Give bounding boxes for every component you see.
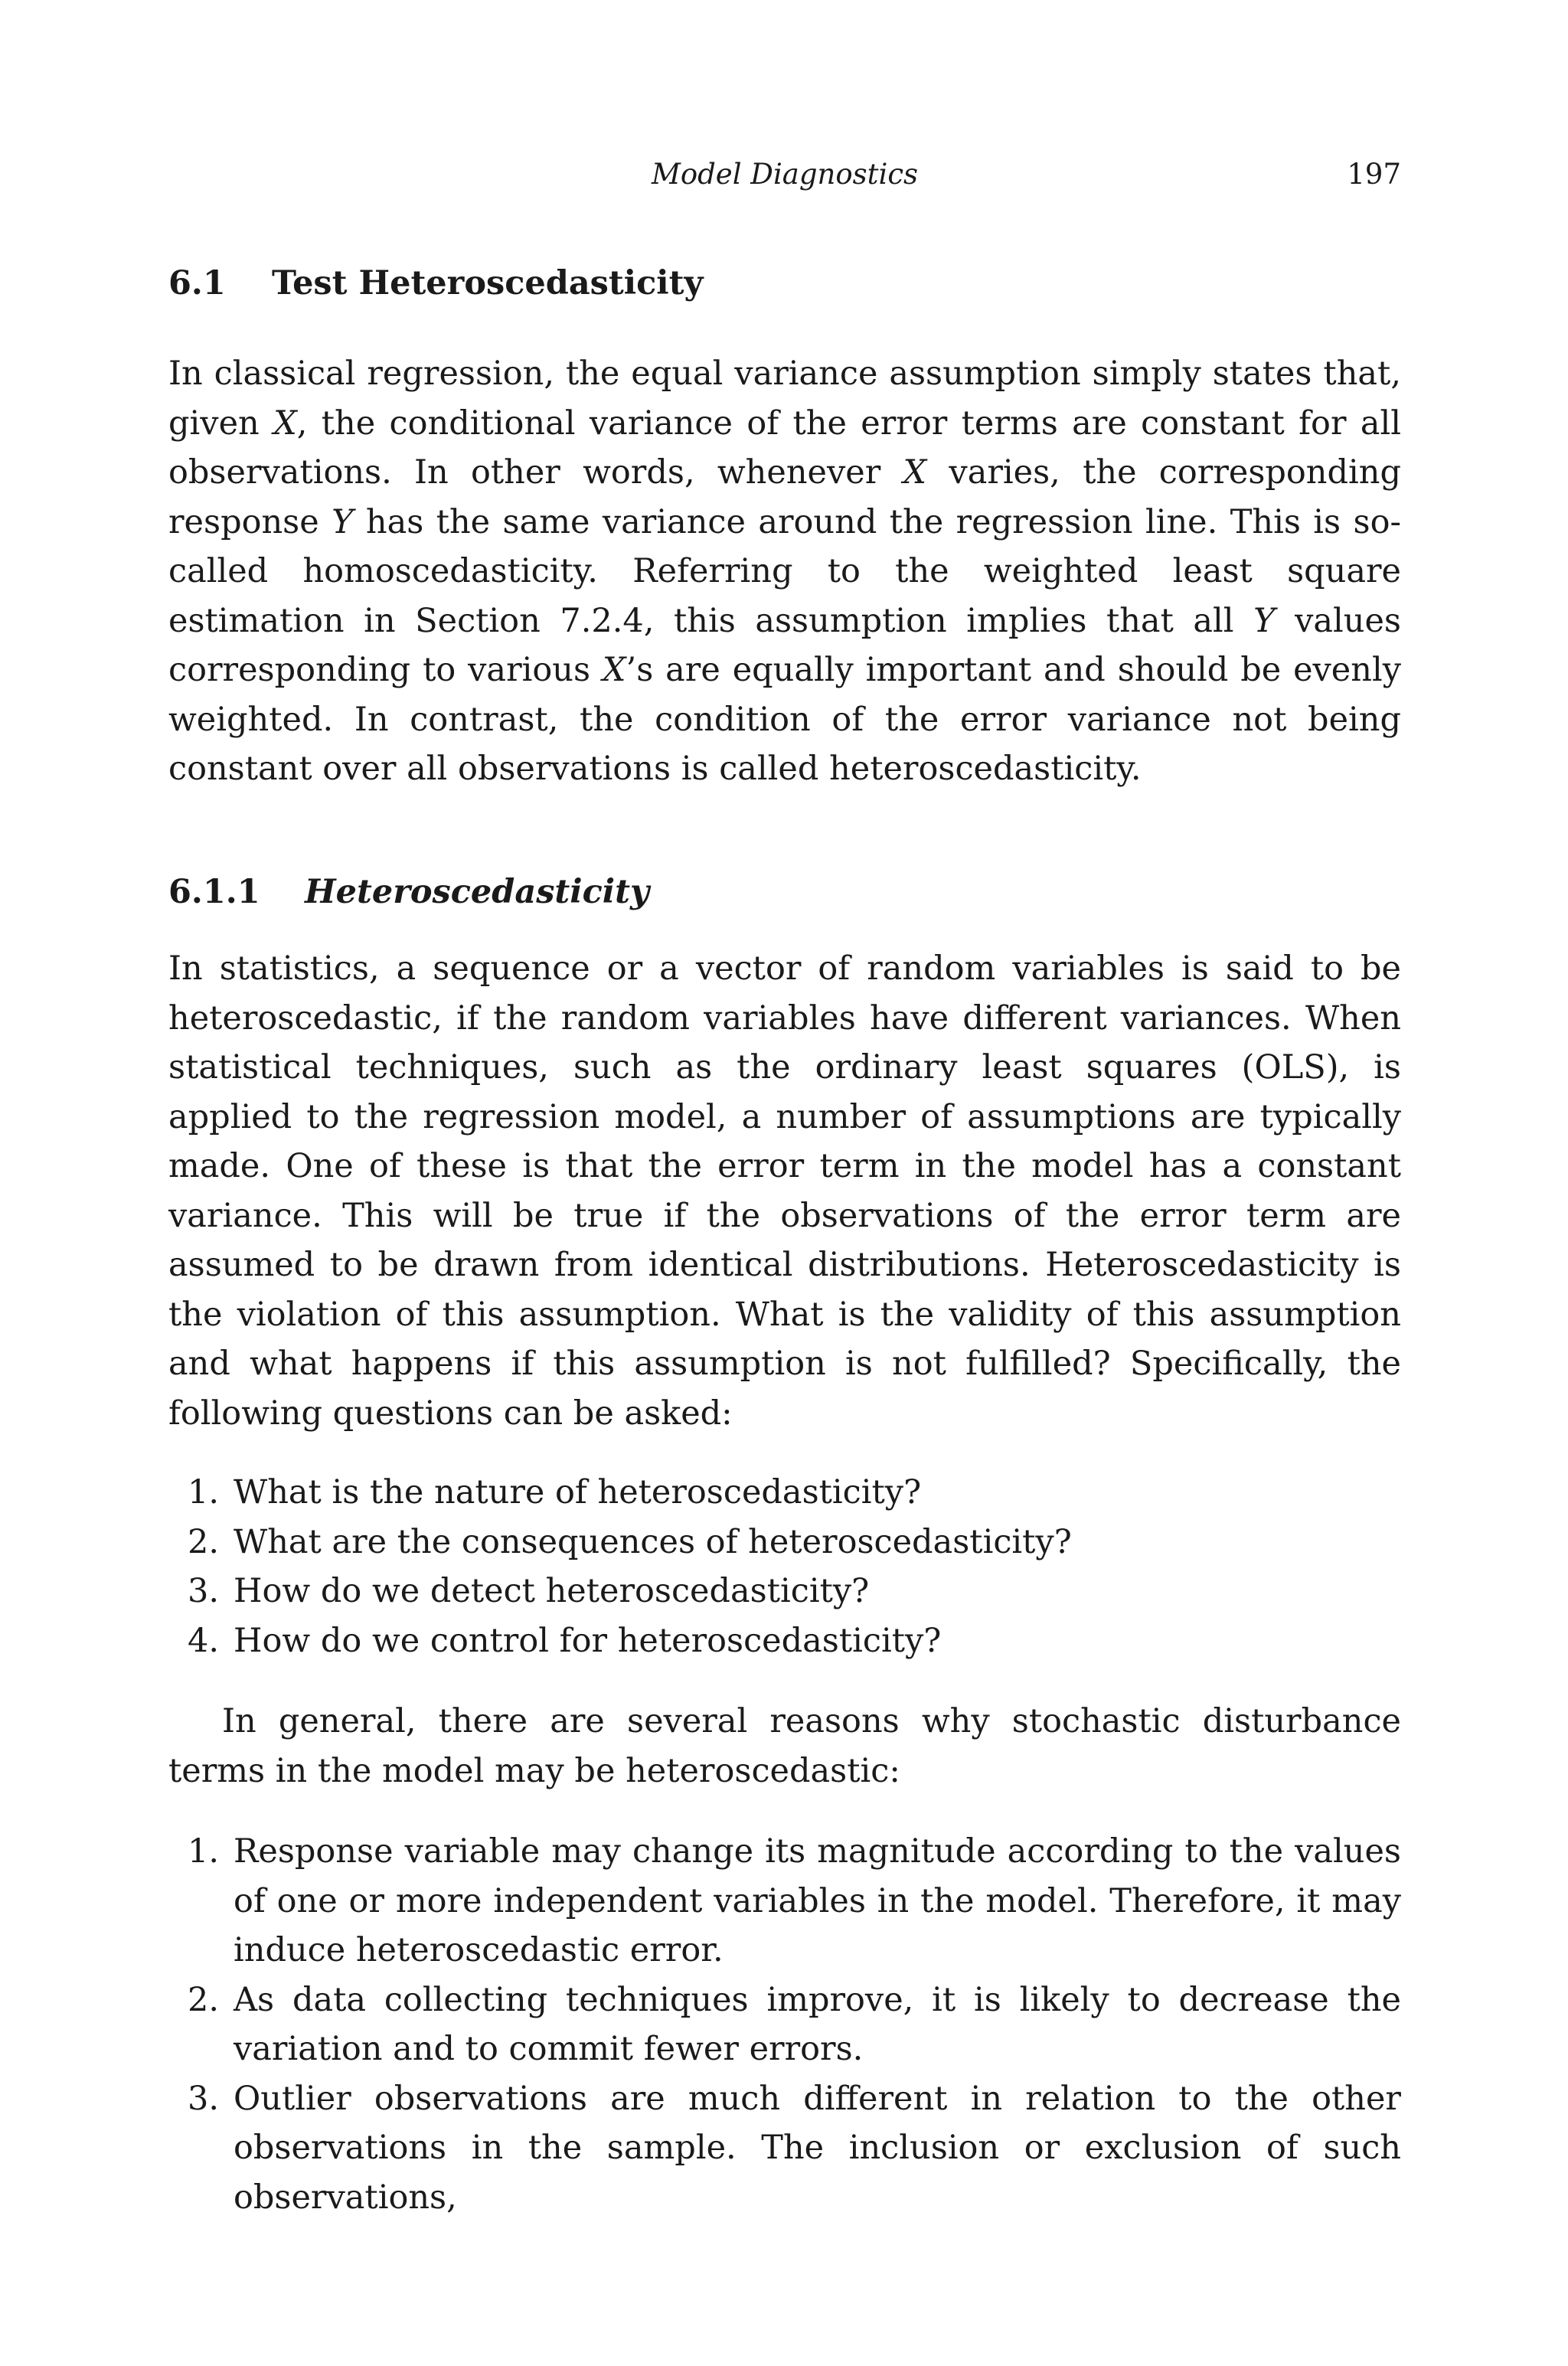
subsection-title: Heteroscedasticity [305, 873, 649, 911]
subsection-heading [168, 873, 1401, 911]
list-item [168, 1518, 1401, 1567]
list-item-text: Outlier observations are much different in relation to the other observations in the sample. The inclusion or exclusion of such observations, [234, 2079, 1401, 2217]
list-marker: 4. [188, 1621, 220, 1660]
math-symbol-y: Y [1253, 601, 1276, 640]
list-marker: 2. [188, 1980, 220, 2019]
list-item [168, 1468, 1401, 1518]
section-title: Test Heteroscedasticity [272, 264, 704, 302]
list-marker: 2. [188, 1522, 220, 1561]
list-marker: 1. [188, 1473, 220, 1511]
list-item-text: Response variable may change its magnitude according to the values of one or more independent variables in the model. Therefore, it may induce heteroscedastic error. [234, 1832, 1401, 1969]
running-head [168, 158, 1401, 196]
list-item [168, 1616, 1401, 1666]
subsection-number: 6.1.1 [168, 873, 260, 911]
math-symbol-x: X [903, 453, 927, 492]
page-number: 197 [1347, 158, 1401, 191]
questions-list [168, 1468, 1401, 1665]
math-symbol-y: Y [332, 502, 354, 541]
list-marker: 1. [188, 1832, 220, 1871]
section-heading [168, 264, 1401, 302]
list-marker: 3. [188, 2079, 220, 2118]
list-item [168, 2074, 1401, 2223]
list-item-text: What is the nature of heteroscedasticity? [234, 1473, 922, 1511]
list-item [168, 1567, 1401, 1616]
list-marker: 3. [188, 1572, 220, 1610]
subsection-paragraph: In statistics, a sequence or a vector of random variables is said to be heteroscedastic, if the random variables have different variances. When statistical techniques, such as the ordinary least squares (OLS), is applied to the regression model, a number of assumptions are typically made. One of these is that the error term in the model has a constant variance. This will be true if the observations of the error term are assumed to be drawn from identical distributions. Heteroscedasticity is the violation of this assumption. What is the validity of this assumption and what happens if this assumption is not fulfilled? Specifically, the following questions can be asked: [168, 949, 1401, 1433]
running-head-title: Model Diagnostics [651, 158, 919, 191]
list-item [168, 1975, 1401, 2074]
list-item-text: What are the consequences of heteroscedasticity? [234, 1522, 1072, 1561]
math-symbol-x: X [273, 404, 297, 443]
section-intro-paragraph: In classical regression, the equal variance assumption simply states that, given X, the conditional variance of the error terms are constant for all observations. In other words, whenever X varies, the corresponding response Y has the same variance around the regression line. This is so-called homoscedasticity. Referring to the weighted least square estimation in Section 7.2.4, this assumption implies that all Y values corresponding to various X’s are equally important and should be evenly weighted. In contrast, the condition of the error variance not being constant over all observations is called heteroscedasticity. [168, 355, 1402, 788]
list-item-text: How do we control for heteroscedasticity? [234, 1621, 942, 1660]
list-item-text: How do we detect heteroscedasticity? [234, 1572, 870, 1610]
reasons-intro-paragraph: In general, there are several reasons why stochastic disturbance terms in the model may be heteroscedastic: [168, 1702, 1401, 1790]
reasons-list [168, 1827, 1401, 2222]
math-symbol-x: X [602, 651, 626, 689]
section-number: 6.1 [168, 264, 226, 302]
list-item [168, 1827, 1401, 1975]
book-page [168, 0, 1401, 2366]
list-item-text: As data collecting techniques improve, it is likely to decrease the variation and to commit fewer errors. [234, 1980, 1401, 2068]
